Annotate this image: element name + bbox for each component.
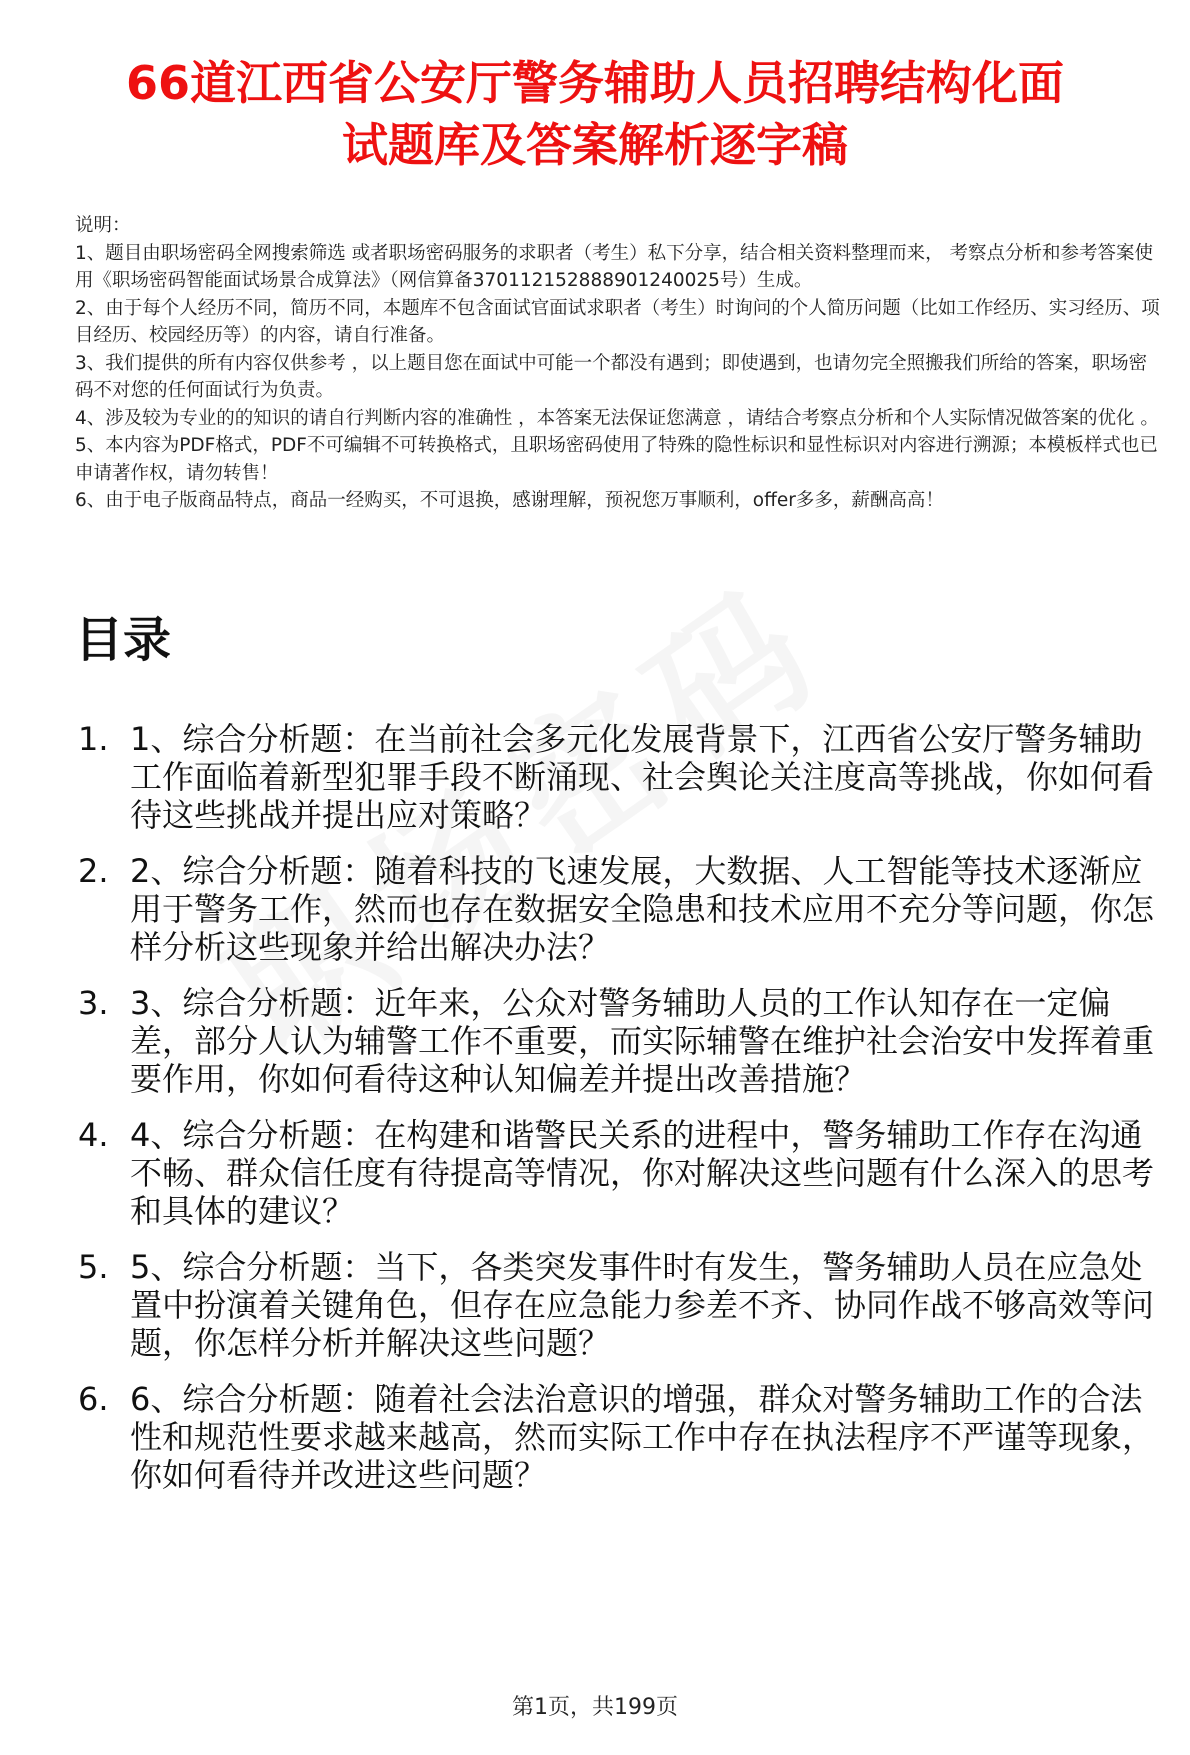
page-footer: 第1页，共199页 <box>512 1695 678 1720</box>
note-item-4: 4、涉及较为专业的的知识的请自行判断内容的准确性 ，本答案无法保证您满意 ，请结合考察点分析和个人实际情况做答案的优化 。 <box>75 407 1159 429</box>
toc-item-text[interactable]: 5、综合分析题：当下，各类突发事件时有发生，警务辅助人员在应急处置中扮演着关键角色，但存在应急能力参差不齐、协同作战不够高效等问题，你怎样分析并解决这些问题？ <box>130 1248 1155 1362</box>
toc-item-number: 2. <box>78 852 109 890</box>
note-item-6: 6、由于电子版商品特点，商品一经购买，不可退换，感谢理解，预祝您万事顺利，offer多多，薪酬高高！ <box>75 490 944 511</box>
title-line-2: 试题库及答案解析逐字稿 <box>342 118 848 172</box>
toc-item-text[interactable]: 2、综合分析题：随着科技的飞速发展，大数据、人工智能等技术逐渐应用于警务工作，然而也存在数据安全隐患和技术应用不充分等问题，你怎样分析这些现象并给出解决办法？ <box>130 852 1155 966</box>
toc-item-3[interactable] <box>78 984 1163 1098</box>
note-item-1: 1、题目由职场密码全网搜索筛选 或者职场密码服务的求职者（考生）私下分享，结合相关资料整理而来， 考察点分析和参考答案使用《职场密码智能面试场景合成算法》（网信算备370112152888901240025号）生成。 <box>75 242 1154 291</box>
toc-item-text[interactable]: 4、综合分析题：在构建和谐警民关系的进程中，警务辅助工作存在沟通不畅、群众信任度有待提高等情况，你对解决这些问题有什么深入的思考和具体的建议？ <box>130 1116 1155 1230</box>
toc-item-5[interactable] <box>78 1248 1163 1362</box>
toc-item-number: 5. <box>78 1248 109 1286</box>
toc-item-2[interactable] <box>78 852 1163 966</box>
note-item-3: 3、我们提供的所有内容仅供参考 ，以上题目您在面试中可能一个都没有遇到；即使遇到，也请勿完全照搬我们所给的答案，职场密码不对您的任何面试行为负责。 <box>75 352 1148 401</box>
toc-item-text[interactable]: 1、综合分析题：在当前社会多元化发展背景下，江西省公安厅警务辅助工作面临着新型犯罪手段不断涌现、社会舆论关注度高等挑战，你如何看待这些挑战并提出应对策略？ <box>130 720 1155 834</box>
document-title <box>70 52 1120 176</box>
toc-item-4[interactable] <box>78 1116 1163 1230</box>
notes-label: 说明： <box>75 215 131 236</box>
toc-item-text[interactable]: 6、综合分析题：随着社会法治意识的增强，群众对警务辅助工作的合法性和规范性要求越来越高，然而实际工作中存在执法程序不严谨等现象，你如何看待并改进这些问题？ <box>130 1380 1155 1494</box>
toc-item-text[interactable]: 3、综合分析题：近年来，公众对警务辅助人员的工作认知存在一定偏差，部分人认为辅警工作不重要，而实际辅警在维护社会治安中发挥着重要作用，你如何看待这种认知偏差并提出改善措施？ <box>130 984 1155 1098</box>
title-line-1: 66道江西省公安厅警务辅助人员招聘结构化面 <box>125 56 1064 110</box>
notes-section <box>75 212 1160 515</box>
toc-item-number: 1. <box>78 720 109 758</box>
note-item-5: 5、本内容为PDF格式，PDF不可编辑不可转换格式，且职场密码使用了特殊的隐性标识和显性标识对内容进行溯源；本模板样式也已申请著作权，请勿转售！ <box>75 435 1158 484</box>
toc-item-6[interactable] <box>78 1380 1163 1494</box>
toc-item-number: 3. <box>78 984 109 1022</box>
toc-item-1[interactable] <box>78 720 1163 834</box>
toc-item-number: 6. <box>78 1380 109 1418</box>
toc-item-number: 4. <box>78 1116 109 1154</box>
toc-list <box>78 720 1163 1512</box>
note-item-2: 2、由于每个人经历不同，简历不同，本题库不包含面试官面试求职者（考生）时询问的个人简历问题（比如工作经历、实习经历、项目经历、校园经历等）的内容，请自行准备。 <box>75 297 1160 346</box>
toc-heading: 目录 <box>75 612 172 668</box>
